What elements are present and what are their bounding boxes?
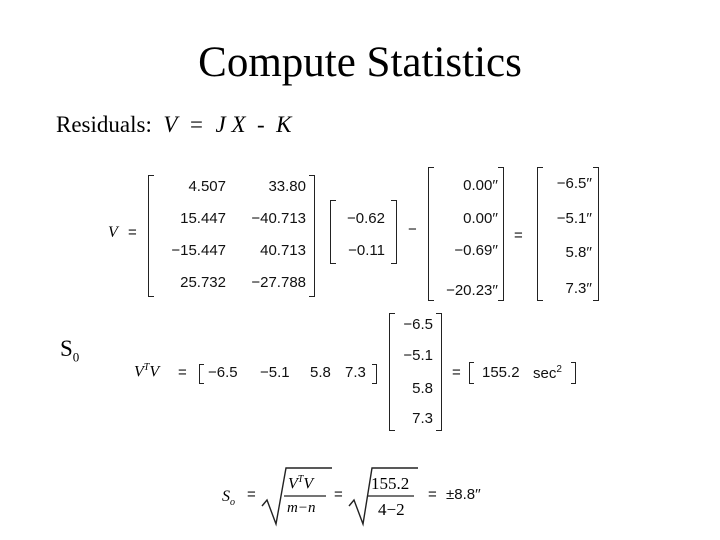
eq2-lhs-tail: V: [149, 363, 160, 381]
j-cell: 33.80: [268, 178, 306, 195]
v-cell: 7.3′′: [565, 280, 592, 297]
eq2-result-value: 155.2: [482, 364, 520, 381]
col-cell: 7.3: [412, 410, 433, 427]
row-cell: −6.5: [208, 364, 238, 381]
k-cell: 0.00′′: [463, 210, 498, 227]
page-title: Compute Statistics: [198, 39, 522, 86]
col-cell: −5.1: [403, 347, 433, 364]
j-cell: 40.713: [260, 242, 306, 259]
eq3-numerator: [288, 474, 313, 493]
k-cell: −0.69′′: [454, 242, 498, 259]
eq3-lhs-base: S: [222, 488, 230, 505]
eq3-denominator: m−n: [287, 500, 316, 516]
eq3-lhs-sub: o: [230, 497, 235, 509]
eq1-minus: −: [408, 221, 417, 238]
eq2-equals-2: =: [452, 364, 461, 381]
eq3-equals-2: =: [334, 486, 343, 503]
j-cell: −15.447: [171, 242, 226, 259]
eq2-lhs-base: V: [134, 363, 144, 381]
row-cell: −5.1: [260, 364, 290, 381]
eq3-equals-3: =: [428, 486, 437, 503]
eq1-lhs: V: [108, 224, 118, 241]
eq2-equals-1: =: [178, 364, 187, 381]
eq3-num-sup: T: [297, 474, 304, 485]
v-cell: 5.8′′: [565, 244, 592, 261]
s0-sub: 0: [72, 349, 80, 365]
eq1-equals-2: =: [514, 227, 523, 244]
residuals-equation: V = J X - K: [163, 112, 292, 137]
eq2-unit-sup: 2: [556, 364, 562, 375]
eq3-numerator-2: 155.2: [371, 474, 410, 493]
residuals-label: Residuals:: [56, 112, 152, 137]
j-cell: −27.788: [251, 274, 306, 291]
eq2-lhs-sup: T: [143, 362, 150, 373]
x-cell: −0.11: [348, 242, 385, 259]
eq1-equals-1: =: [128, 224, 137, 241]
row-cell: 5.8: [310, 364, 331, 381]
eq3-num-base: V: [288, 475, 298, 493]
s0-main: S: [60, 336, 73, 361]
x-cell: −0.62: [347, 210, 385, 227]
v-cell: −5.1′′: [556, 210, 592, 227]
eq3-num-tail: V: [303, 475, 314, 493]
k-cell: −20.23′′: [446, 282, 498, 299]
v-cell: −6.5′′: [556, 175, 592, 192]
eq3-result: ±8.8′′: [446, 486, 481, 503]
j-cell: 25.732: [180, 274, 226, 291]
row-cell: 7.3: [345, 364, 366, 381]
k-cell: 0.00′′: [463, 177, 498, 194]
col-cell: −6.5: [403, 316, 433, 333]
col-cell: 5.8: [412, 380, 433, 397]
j-cell: 15.447: [180, 210, 226, 227]
eq3-equals-1: =: [247, 486, 256, 503]
j-cell: 4.507: [188, 178, 226, 195]
eq3-denominator-2: 4−2: [378, 500, 405, 519]
j-cell: −40.713: [251, 210, 306, 227]
eq2-unit: sec: [533, 365, 557, 382]
